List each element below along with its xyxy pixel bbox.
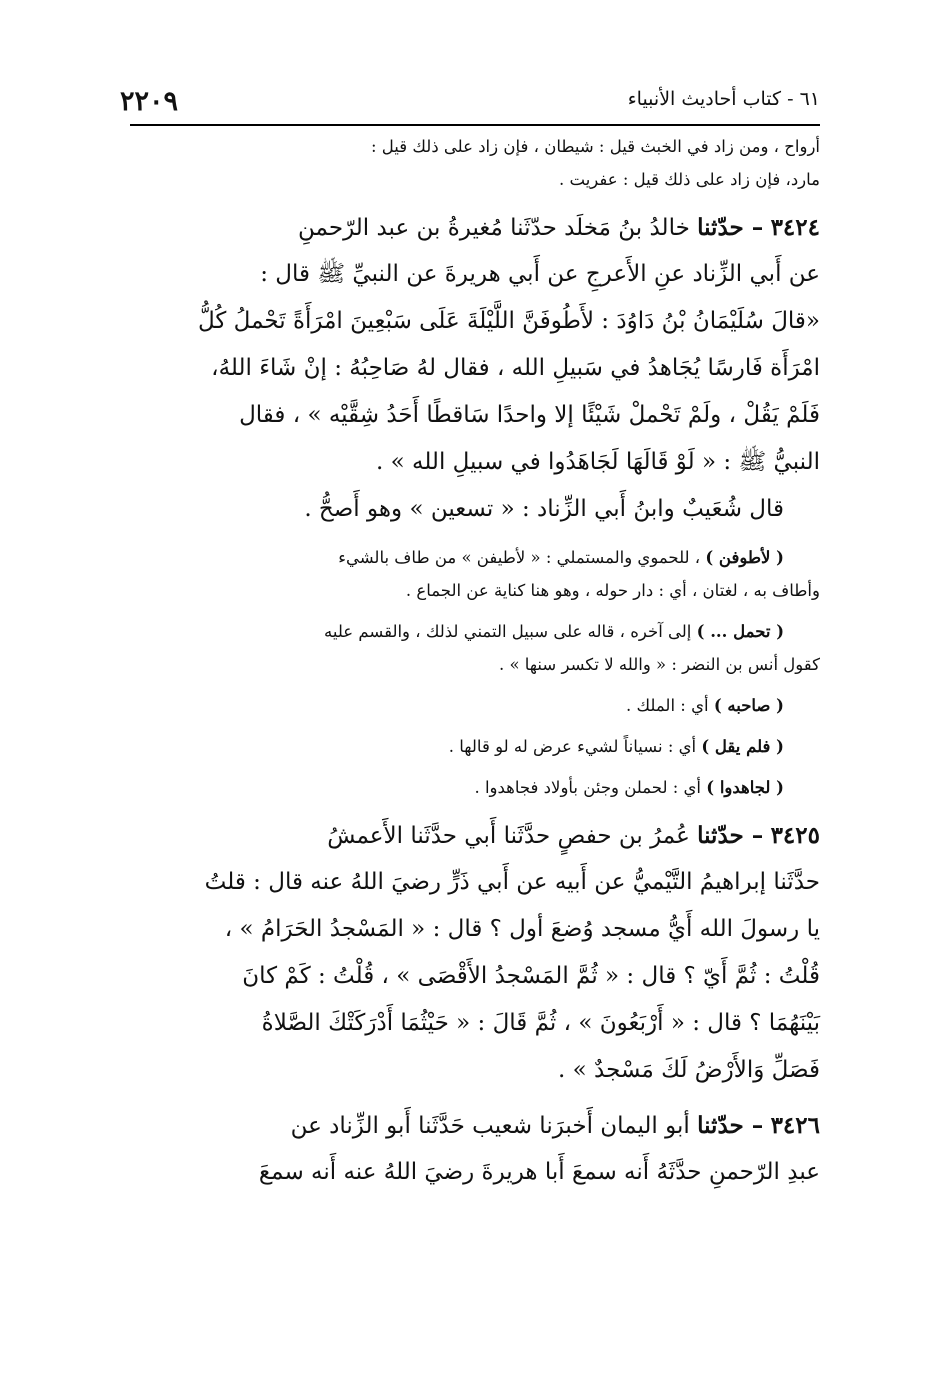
gloss-term: ( لجاهدوا ) [706,778,784,797]
hadith-number: ٣٤٢٤ [770,214,820,241]
hadith-3424 [120,204,820,533]
hadith-line: يا رسولَ الله أَيُّ مسجد وُضعَ أول ؟ قال : « المَسْجدُ الحَرَامُ » ، [224,916,820,942]
hadith-line [120,812,820,859]
gloss-text: أي : الملك . [626,696,709,715]
commentary-line: وأطاف به ، لغتان ، أي : دار حوله ، وهو هنا كناية عن الجماع . [405,581,820,600]
gloss-text: ، للحموي والمستملي : « لأطيفن » من طاف بالشيء [338,548,701,567]
page-number: ٢٢٠٩ [120,86,179,117]
note-line: أرواح ، ومن زاد في الخبث قيل : شيطان ، فإن زاد على ذلك قيل : [370,137,820,156]
header-rule [130,124,820,126]
page-header [120,80,820,120]
commentary-line [120,771,820,804]
hadith-text: خالدُ بنُ مَخلَد حدّثَنا مُغيرةُ بن عبد الرّحمنِ [298,215,690,241]
gloss-term: ( فلم يقل ) [701,737,784,756]
commentary-line [120,615,820,648]
commentary-3424 [120,541,820,804]
hadith-number: ٣٤٢٦ [770,1112,820,1139]
commentary-line [120,541,820,574]
hadith-line: فَلَمْ يَقُلْ ، ولَمْ تَحْملْ شَيْئًا إلا واحدًا سَاقطًا أَحَدُ شِقَّيْه » ، فقال [239,402,820,428]
hadith-line: النبيُّ ﷺ : « لَوْ قَالَهَا لَجَاهَدُوا في سبيلِ الله » . [375,449,820,475]
hadith-line: بَيْنَهُمَا ؟ قال : « أَرْبَعُونَ » ، ثُمَّ قَالَ : « حَيْثُمَا أَدْرَكَتْكَ الصَّلاةُ [261,1010,820,1036]
gloss-term: ( صاحبه ) [713,696,784,715]
hadith-number: ٣٤٢٥ [770,822,820,849]
note-line: مارد، فإن زاد على ذلك قيل : عفريت . [559,170,820,189]
hadith-line: امْرَأَة فَارسًا يُجَاهدُ في سَبيلِ الله ، فقال لهُ صَاحِبُهُ : إنْ شَاءَ اللهُ، [211,355,820,381]
hadith-keyword: – حدّثنا [697,1112,764,1139]
commentary-line [120,689,820,722]
commentary-line: كقول أنس بن النضر : « والله لا تكسر سنها » . [498,655,820,674]
hadith-line: عبدِ الرّحمنِ حدَّثَهُ أَنه سمعَ أَبا هريرةَ رضيَ اللهُ عنه أَنه سمعَ [258,1159,820,1185]
hadith-line [120,1102,820,1149]
hadith-line: قال شُعَيبٌ وابنُ أَبي الزِّناد : « تسعين » وهو أَصحُّ . [304,496,784,522]
hadith-line: قُلْتُ : ثُمَّ أَيّ ؟ قال : « ثُمَّ المَسْجدُ الأَقْصَى » ، قُلْتُ : كَمْ كانَ [242,963,820,989]
hadith-keyword: – حدّثنا [697,822,764,849]
hadith-text: عُمرُ بن حفصٍ حدَّثَنا أَبي حدَّثَنا الأَعمشُ [327,823,690,849]
hadith-line: «قالَ سُلَيْمَانُ بْنُ دَاوُدَ : لأَطُوفَنَّ اللَّيْلَةَ عَلَى سَبْعِينَ امْرَأَةً تَحْملُ كُلُّ [197,308,820,334]
hadith-line: عن أَبي الزِّناد عنِ الأَعرجِ عن أَبي هريرةَ عن النبيِّ ﷺ قال : [260,261,820,287]
hadith-3425 [120,812,820,1094]
book-page [120,80,820,1196]
hadith-3426 [120,1102,820,1196]
hadith-line: فَصَلِّ وَالأَرْضُ لَكَ مَسْجدٌ » . [558,1057,820,1083]
gloss-text: إلى آخره ، قاله على سبيل التمني لذلك ، والقسم عليه [324,622,692,641]
commentary-line [120,730,820,763]
gloss-term: ( تحمل ... ) [696,622,784,641]
top-note [120,130,820,196]
hadith-line: حدَّثَنا إبراهيمُ التَّيْميُّ عن أَبيه عن أَبي ذَرٍّ رضيَ اللهُ عنه قال : قلتُ [204,869,820,895]
gloss-text: أي : نسياناً لشيء عرض له لو قالها . [448,737,697,756]
hadith-text: أبو اليمان أَخبرَنا شعيب حَدَّثَنا أَبو الزِّناد عن [290,1113,690,1139]
gloss-text: أي : لحملن وجئن بأولاد فجاهدوا . [474,778,702,797]
gloss-term: ( لأطوفن ) [705,548,784,567]
hadith-keyword: – حدّثنا [697,214,764,241]
running-title: ٦١ - كتاب أحاديث الأنبياء [627,88,820,110]
hadith-line [120,204,820,251]
